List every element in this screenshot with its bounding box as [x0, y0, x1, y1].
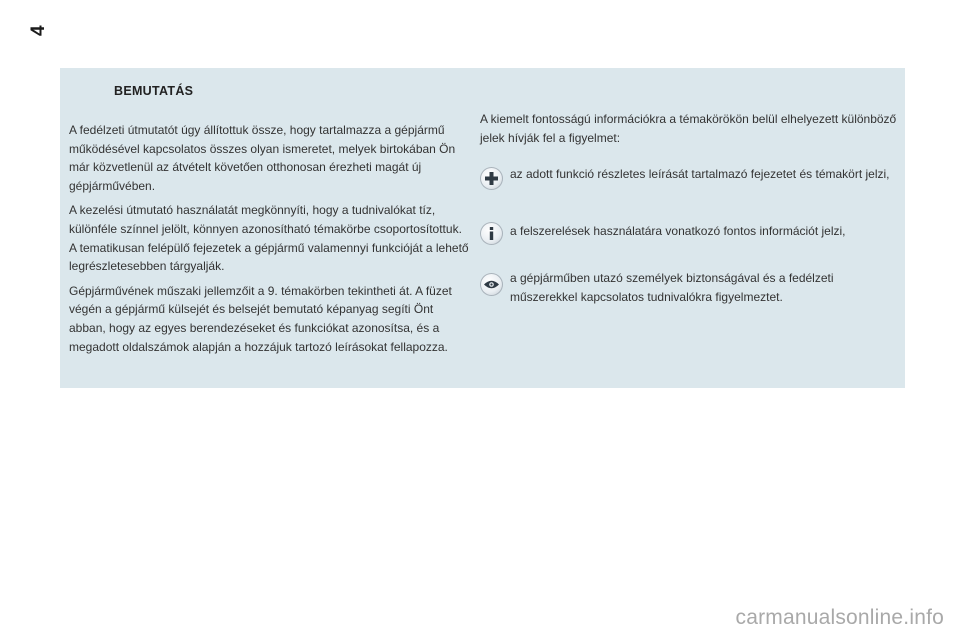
paragraph-1: A fedélzeti útmutatót úgy állítottuk össze, hogy tartalmazza a gépjármű működésével kapcsolatos összes olyan ismeretet, melyek birtokában Ön már közvetlenül az átvételt követően otthonosan érezheti magát új gépjárművében. — [69, 123, 456, 193]
info-icon — [480, 222, 503, 245]
symbols-intro: A kiemelt fontosságú információkra a témakörökön belül elhelyezett különböző jelek hívják fel a figyelmet: — [480, 112, 897, 145]
paragraph-2: A kezelési útmutató használatát megkönnyíti, hogy a tudnivalókat tíz, különféle színnel jelölt, könnyen azonosítható témakörbe csoportosítottuk. A tematikusan felépülő fejezetek a gépjármű valamennyi funkcióját a lehető legrészletesebben tárgyalják. — [69, 203, 469, 274]
section-title: BEMUTATÁS — [114, 84, 194, 98]
page-number: 4 — [28, 25, 49, 36]
symbol-text-eye: a gépjárműben utazó személyek biztonságával és a fedélzeti műszerekkel kapcsolatos tudnivalókra figyelmeztet. — [510, 271, 834, 304]
eye-icon — [480, 273, 503, 296]
plus-icon — [480, 167, 503, 190]
right-column — [480, 110, 900, 304]
symbol-text-info: a felszerelések használatára vonatkozó fontos információt jelzi, — [510, 224, 846, 238]
intro-panel — [60, 68, 905, 388]
symbol-text-plus: az adott funkció részletes leírását tartalmazó fejezetet és témakört jelzi, — [510, 167, 890, 181]
left-column — [69, 121, 469, 362]
watermark: carmanualsonline.info — [735, 606, 944, 629]
paragraph-3: Gépjárművének műszaki jellemzőit a 9. témakörben tekintheti át. A füzet végén a gépjármű külsejét és belsejét bemutató képanyag segíti Önt abban, hogy az egyes berendezéseket és funkciókat azonosítsa, és a megadott oldalszámok alapján a hozzájuk tartozó leírásokat fellapozza. — [69, 283, 452, 354]
